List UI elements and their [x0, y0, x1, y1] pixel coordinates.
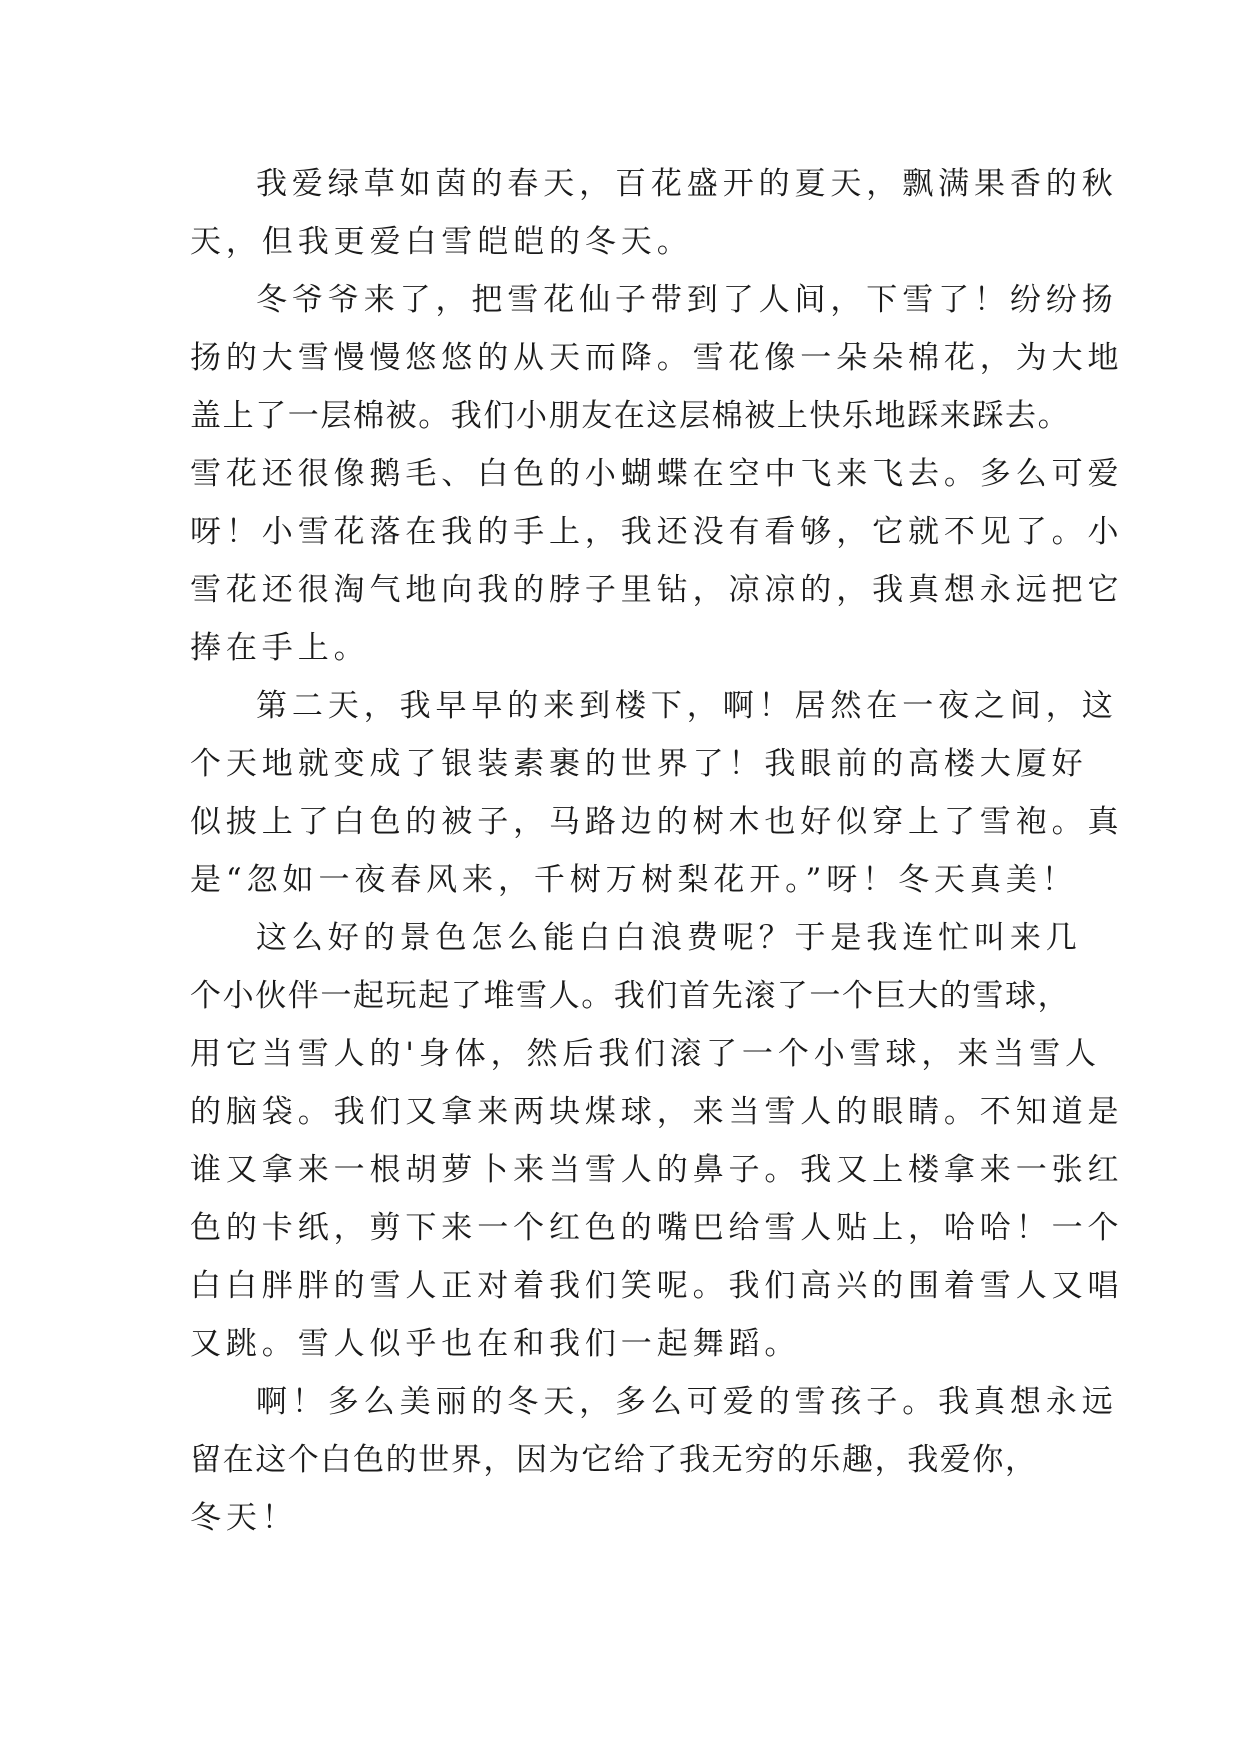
paragraph-1	[190, 155, 1118, 271]
text-line: 呀！小雪花落在我的手上，我还没有看够，它就不见了。小	[190, 514, 1124, 550]
text-line: 扬的大雪慢慢悠悠的从天而降。雪花像一朵朵棉花，为大地	[190, 340, 1124, 376]
text-line: 用它当雪人的'身体，然后我们滚了一个小雪球，来当雪人	[190, 1036, 1101, 1072]
paragraph-4	[190, 909, 1124, 1373]
text-line: 似披上了白色的被子，马路边的树木也好似穿上了雪袍。真	[190, 804, 1124, 840]
text-line: 谁又拿来一根胡萝卜来当雪人的鼻子。我又上楼拿来一张红	[190, 1152, 1124, 1188]
paragraph-5	[190, 1373, 1118, 1547]
paragraph-3	[190, 677, 1124, 909]
text-line: 啊！多么美丽的冬天，多么可爱的雪孩子。我真想永远	[256, 1384, 1118, 1420]
text-line: 我爱绿草如茵的春天，百花盛开的夏天，飘满果香的秋	[256, 166, 1118, 202]
text-line: 雪花还很淘气地向我的脖子里钻，凉凉的，我真想永远把它	[190, 572, 1124, 608]
text-line: 冬天！	[190, 1500, 298, 1536]
text-line: 个小伙伴一起玩起了堆雪人。我们首先滚了一个巨大的雪球，	[190, 978, 1071, 1014]
text-line: 白白胖胖的雪人正对着我们笑呢。我们高兴的围着雪人又唱	[190, 1268, 1124, 1304]
text-line: 的脑袋。我们又拿来两块煤球，来当雪人的眼睛。不知道是	[190, 1094, 1124, 1130]
text-line: 雪花还很像鹅毛、白色的小蝴蝶在空中飞来飞去。多么可爱	[190, 456, 1124, 492]
text-line: 盖上了一层棉被。我们小朋友在这层棉被上快乐地踩来踩去。	[190, 398, 1071, 434]
text-line: 第二天，我早早的来到楼下，啊！居然在一夜之间，这	[256, 688, 1118, 724]
text-line: 天，但我更爱白雪皑皑的冬天。	[190, 224, 693, 260]
text-line: 是“忽如一夜春风来，千树万树梨花开。”呀！冬天真美！	[190, 862, 1078, 898]
essay-body	[190, 155, 1124, 1547]
text-line: 留在这个白色的世界，因为它给了我无穷的乐趣，我爱你，	[190, 1442, 1038, 1478]
text-line: 个天地就变成了银装素裹的世界了！我眼前的高楼大厦好	[190, 746, 1088, 782]
text-line: 色的卡纸，剪下来一个红色的嘴巴给雪人贴上，哈哈！一个	[190, 1210, 1124, 1246]
text-line: 又跳。雪人似乎也在和我们一起舞蹈。	[190, 1326, 801, 1362]
paragraph-2	[190, 271, 1124, 677]
text-line: 这么好的景色怎么能白白浪费呢？于是我连忙叫来几	[256, 920, 1082, 956]
text-line: 捧在手上。	[190, 630, 370, 666]
text-line: 冬爷爷来了，把雪花仙子带到了人间，下雪了！纷纷扬	[256, 282, 1118, 318]
